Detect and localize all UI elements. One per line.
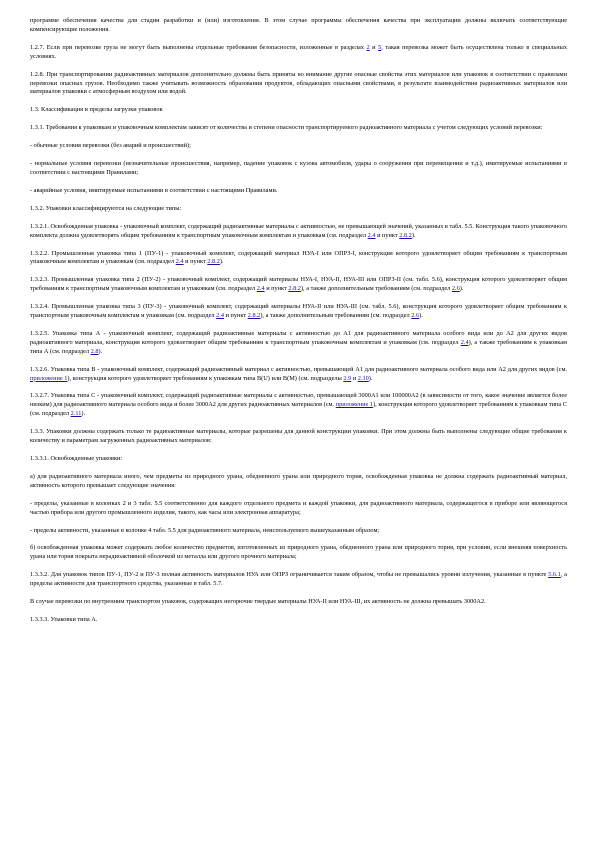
paragraph-text: и пункт — [183, 258, 208, 266]
paragraph — [30, 205, 567, 214]
paragraph — [30, 160, 567, 178]
paragraph-text: и пункт — [264, 285, 289, 293]
cross-reference-link[interactable]: 2.4 — [175, 258, 184, 266]
document-body — [30, 17, 567, 634]
cross-reference-link[interactable]: 5.6.1 — [548, 571, 561, 579]
paragraph-text: 1.3. Классификация и пределы загрузки упаковок — [30, 106, 163, 114]
paragraph-text: 1.3.3.3. Упаковки типа А. — [30, 615, 98, 623]
paragraph-text: 1.3.3.1. Освобожденные упаковки: — [30, 455, 123, 462]
paragraph-text: 1.2.8. При транспортировании радиоактивных материалов дополнительно должны быть приняты во внимание другие опасные свойства этих материалов или упаковок в соответствии с правилами перевозки опасных грузов. Необходимо также учитывать возможность образования продуктов, обладающих опасными свойствами, в результате взаимодействия радиоактивных материалов или материалов упаковки с атмосферным воздухом или водой. — [30, 70, 567, 96]
paragraph-text: В случае перевозки по внутренним транспортом упаковок, содержащих негорючие твердые материалы НУА-II или НУА-III, их активность не должна превышать 3000А2. — [30, 598, 486, 606]
cross-reference-link[interactable]: 2.4 — [460, 338, 469, 346]
cross-reference-link[interactable]: 2.8.2 — [207, 258, 220, 266]
paragraph — [30, 473, 567, 491]
paragraph — [30, 303, 567, 321]
paragraph-text: ), конструкция которого удовлетворяет требованиям к упаковкам типа С (см. подраздел — [30, 401, 567, 418]
paragraph-text: программе обеспечения качества для стадии разработки и (или) изготовления. В этом случае программы обеспечения качества при эксплуатации должны включать соответствующие компенсирующие положения. — [30, 17, 567, 33]
paragraph — [30, 71, 567, 98]
paragraph — [30, 330, 567, 357]
paragraph-text: и — [351, 374, 358, 382]
paragraph-text: , а пределы активности для транспортного средства, указанные в табл. 5.7. — [30, 571, 567, 588]
paragraph-text: ). — [98, 347, 103, 355]
paragraph-text: 1.3.2.7. Упаковка типа С - упаковочный комплект, содержащий радиоактивные материалы с активностью, превышающей 3000А1 или 100000А2 (в зависимости от того, какое значение является более низким) для радиоактивного материала особого вида и более 3000А2 для других радиоактивных материалов (см. — [30, 392, 567, 409]
cross-reference-link[interactable]: 2.11 — [70, 410, 82, 418]
paragraph-text: и — [369, 43, 379, 51]
paragraph-text: 1.3.2.5. Упаковка типа А - упаковочный комплект, содержащий радиоактивные материалы с активностью до А1 для радиоактивного материала особого вида или до А2 для других видов радиоактивного материала, конструкция которого удовлетворяет общим требованиям к транспортным упаковочным комплектам и упаковкам (см. подраздел — [30, 329, 567, 346]
paragraph — [30, 527, 567, 536]
paragraph — [30, 124, 567, 133]
cross-reference-link[interactable]: 2.4 — [216, 312, 225, 320]
paragraph-text: ). — [219, 258, 224, 266]
paragraph — [30, 106, 567, 115]
cross-reference-link[interactable]: 5 — [378, 43, 382, 51]
cross-reference-link[interactable]: 2.6 — [411, 312, 420, 320]
paragraph-text: 1.3.2.3. Промышленная упаковка типа 2 (ПУ-2) - упаковочный комплект, содержащий материалы НУА-I, НУА-II, НУА-III или ОПРЗ-II (см. табл. 5.6), конструкция которого удовлетворяет общим требованиям к транспортным упаковочным комплектам и упаковкам (см. подраздел — [30, 276, 567, 293]
cross-reference-link[interactable]: 2.9 — [343, 374, 352, 382]
paragraph — [30, 276, 567, 294]
paragraph — [30, 428, 567, 446]
paragraph-text: - пределы, указанные в колонках 2 и 3 табл. 5.5 соответственно для каждого отдельного предмета и каждой упаковки, для радиоактивного материала, содержащегося в приборе или являющегося частью прибора или другого промышленного изделия, такого, как часы или электронная аппаратура; — [30, 499, 567, 516]
paragraph — [30, 500, 567, 518]
paragraph-text: 1.3.3.2. Для упаковок типов ПУ-1, ПУ-2 и ПУ-3 полная активность материалов НУА или ОПРЗ ограничивается таким образом, чтобы не превышались уровни излучения, указанные в пункте — [30, 571, 549, 579]
paragraph-text: ). — [81, 410, 86, 418]
paragraph-text: и пункт — [375, 231, 400, 239]
paragraph — [30, 366, 567, 384]
paragraph — [30, 598, 567, 607]
paragraph-text: а) для радиоактивного материала иного, чем предметы из природного урана, обедненного урана или природного тория, освобожденная упаковка не должна содержать радиоактивный материал, активность которого превышает следующие значения: — [30, 472, 567, 489]
cross-reference-link[interactable]: 2.6 — [451, 285, 460, 293]
paragraph-text: 1.3.1. Требования к упаковкам и упаковочным комплектам зависят от количества и степени опасности транспортируемого радиоактивного материала с учетом следующих условий перевозки: — [30, 124, 543, 132]
paragraph-text: ), а также дополнительным требованиям (см. подраздел — [260, 312, 412, 320]
paragraph-text: и пункт — [224, 312, 248, 320]
paragraph — [30, 187, 567, 196]
paragraph-text: , такая перевозка может быть осуществлена только в специальных условиях. — [30, 43, 568, 60]
cross-reference-link[interactable]: приложение 1 — [335, 401, 374, 409]
paragraph-text: 1.3.2.1. Освобожденная упаковка - упаковочный комплект, содержащий радиоактивные материалы с активностью, не превышающей значений, указанных в табл. 5.5. Конструкция такого упаковочного комплекта должна удовлетворять общим требованиям к транспортным упаковочным комплектам и упаковкам (см. подраздел — [30, 222, 568, 239]
cross-reference-link[interactable]: 2.4 — [256, 285, 265, 293]
paragraph — [30, 392, 567, 419]
paragraph-text: ), а также требованиям к упаковкам типа А (см. подраздел — [30, 338, 567, 355]
cross-reference-link[interactable]: 2.8.2 — [399, 231, 412, 239]
paragraph — [30, 17, 567, 35]
cross-reference-link[interactable]: 2.10 — [357, 374, 369, 382]
cross-reference-link[interactable]: приложение 1 — [30, 374, 68, 382]
cross-reference-link[interactable]: 2.8.2 — [247, 312, 261, 320]
cross-reference-link[interactable]: 2.4 — [367, 231, 376, 239]
paragraph — [30, 571, 567, 589]
paragraph-text: - обычные условия перевозки (без аварий и происшествий); — [30, 142, 191, 150]
cross-reference-link[interactable]: 2.8 — [90, 347, 99, 355]
paragraph-text: ), а также дополнительным требованиям (см. подраздел — [300, 285, 452, 293]
paragraph — [30, 142, 567, 151]
paragraph-text: 1.3.2.4. Промышленная упаковка типа 3 (ПУ-3) - упаковочный комплект, содержащий материалы НУА-II или НУА-III (см. табл. 5.6), конструкция которого удовлетворяет общим требованиям к транспортным упаковочным комплектам и упаковкам (см. подраздел — [30, 303, 567, 320]
paragraph-text: ). — [411, 231, 416, 239]
paragraph-text: б) освобожденная упаковка может содержать любое количество предметов, изготовленных из природного урана, обедненного урана или природного тория, при условии, если внешняя поверхность урана или тория покрыта нерадиоактивной оболочкой из металла или другого прочного материала; — [30, 544, 567, 561]
paragraph — [30, 616, 567, 625]
paragraph-text: - пределы активности, указанные в колонке 4 табл. 5.5 для радиоактивного материала, неиспользуемого вышеуказанным образом; — [30, 526, 380, 534]
paragraph — [30, 44, 567, 62]
cross-reference-link[interactable]: 2 — [366, 43, 370, 51]
paragraph-text: ), конструкция которого удовлетворяет требованиям к упаковкам типа В(U) или В(М) (см. подразделы — [67, 374, 344, 382]
paragraph-text: ). — [419, 312, 423, 320]
paragraph-text: ). — [459, 285, 464, 293]
cross-reference-link[interactable]: 2.8.2 — [288, 285, 301, 293]
paragraph-text: - нормальные условия перевозки (незначительные происшествия, например, падение упаковок с кузова автомобиля, удары о сооружения при перемещении и т.д.), имитируемые испытаниями в соответствии с настоящими Правилами; — [30, 160, 567, 176]
paragraph — [30, 455, 567, 464]
paragraph-text: - аварийные условия, имитируемые испытаниями в соответствии с настоящими Правилами. — [30, 186, 278, 194]
paragraph-text: 1.3.2.2. Промышленная упаковка типа 1 (ПУ-1) - упаковочный комплект, содержащий материал НУА-I или ОПРЗ-I, конструкция которого удовлетворяет общим требованиям к транспортным упаковочным комплектам и упаковкам (см. подраздел — [30, 249, 567, 266]
paragraph-text: ). — [368, 374, 373, 382]
paragraph-text: 1.3.2. Упаковки классифицируются на следующие типы: — [30, 204, 182, 212]
paragraph — [30, 223, 567, 241]
paragraph — [30, 544, 567, 562]
paragraph — [30, 250, 567, 268]
paragraph-text: 1.3.2.6. Упаковка типа В - упаковочный комплект, содержащий радиоактивный материал с активностью, превышающей А1 для радиоактивного материала особого вида или А2 для других видов (см. — [30, 365, 567, 373]
paragraph-text: 1.2.7. Если при перевозке груза не могут быть выполнены отдельные требования безопасности, изложенные в разделах — [30, 43, 367, 51]
paragraph-text: 1.3.3. Упаковки должны содержать только те радиоактивные материалы, которые разрешены для данной конструкции упаковки. При этом должны быть выполнены следующие общие требования к количеству и параметрам загруженных радиоактивных материалов: — [30, 428, 567, 445]
